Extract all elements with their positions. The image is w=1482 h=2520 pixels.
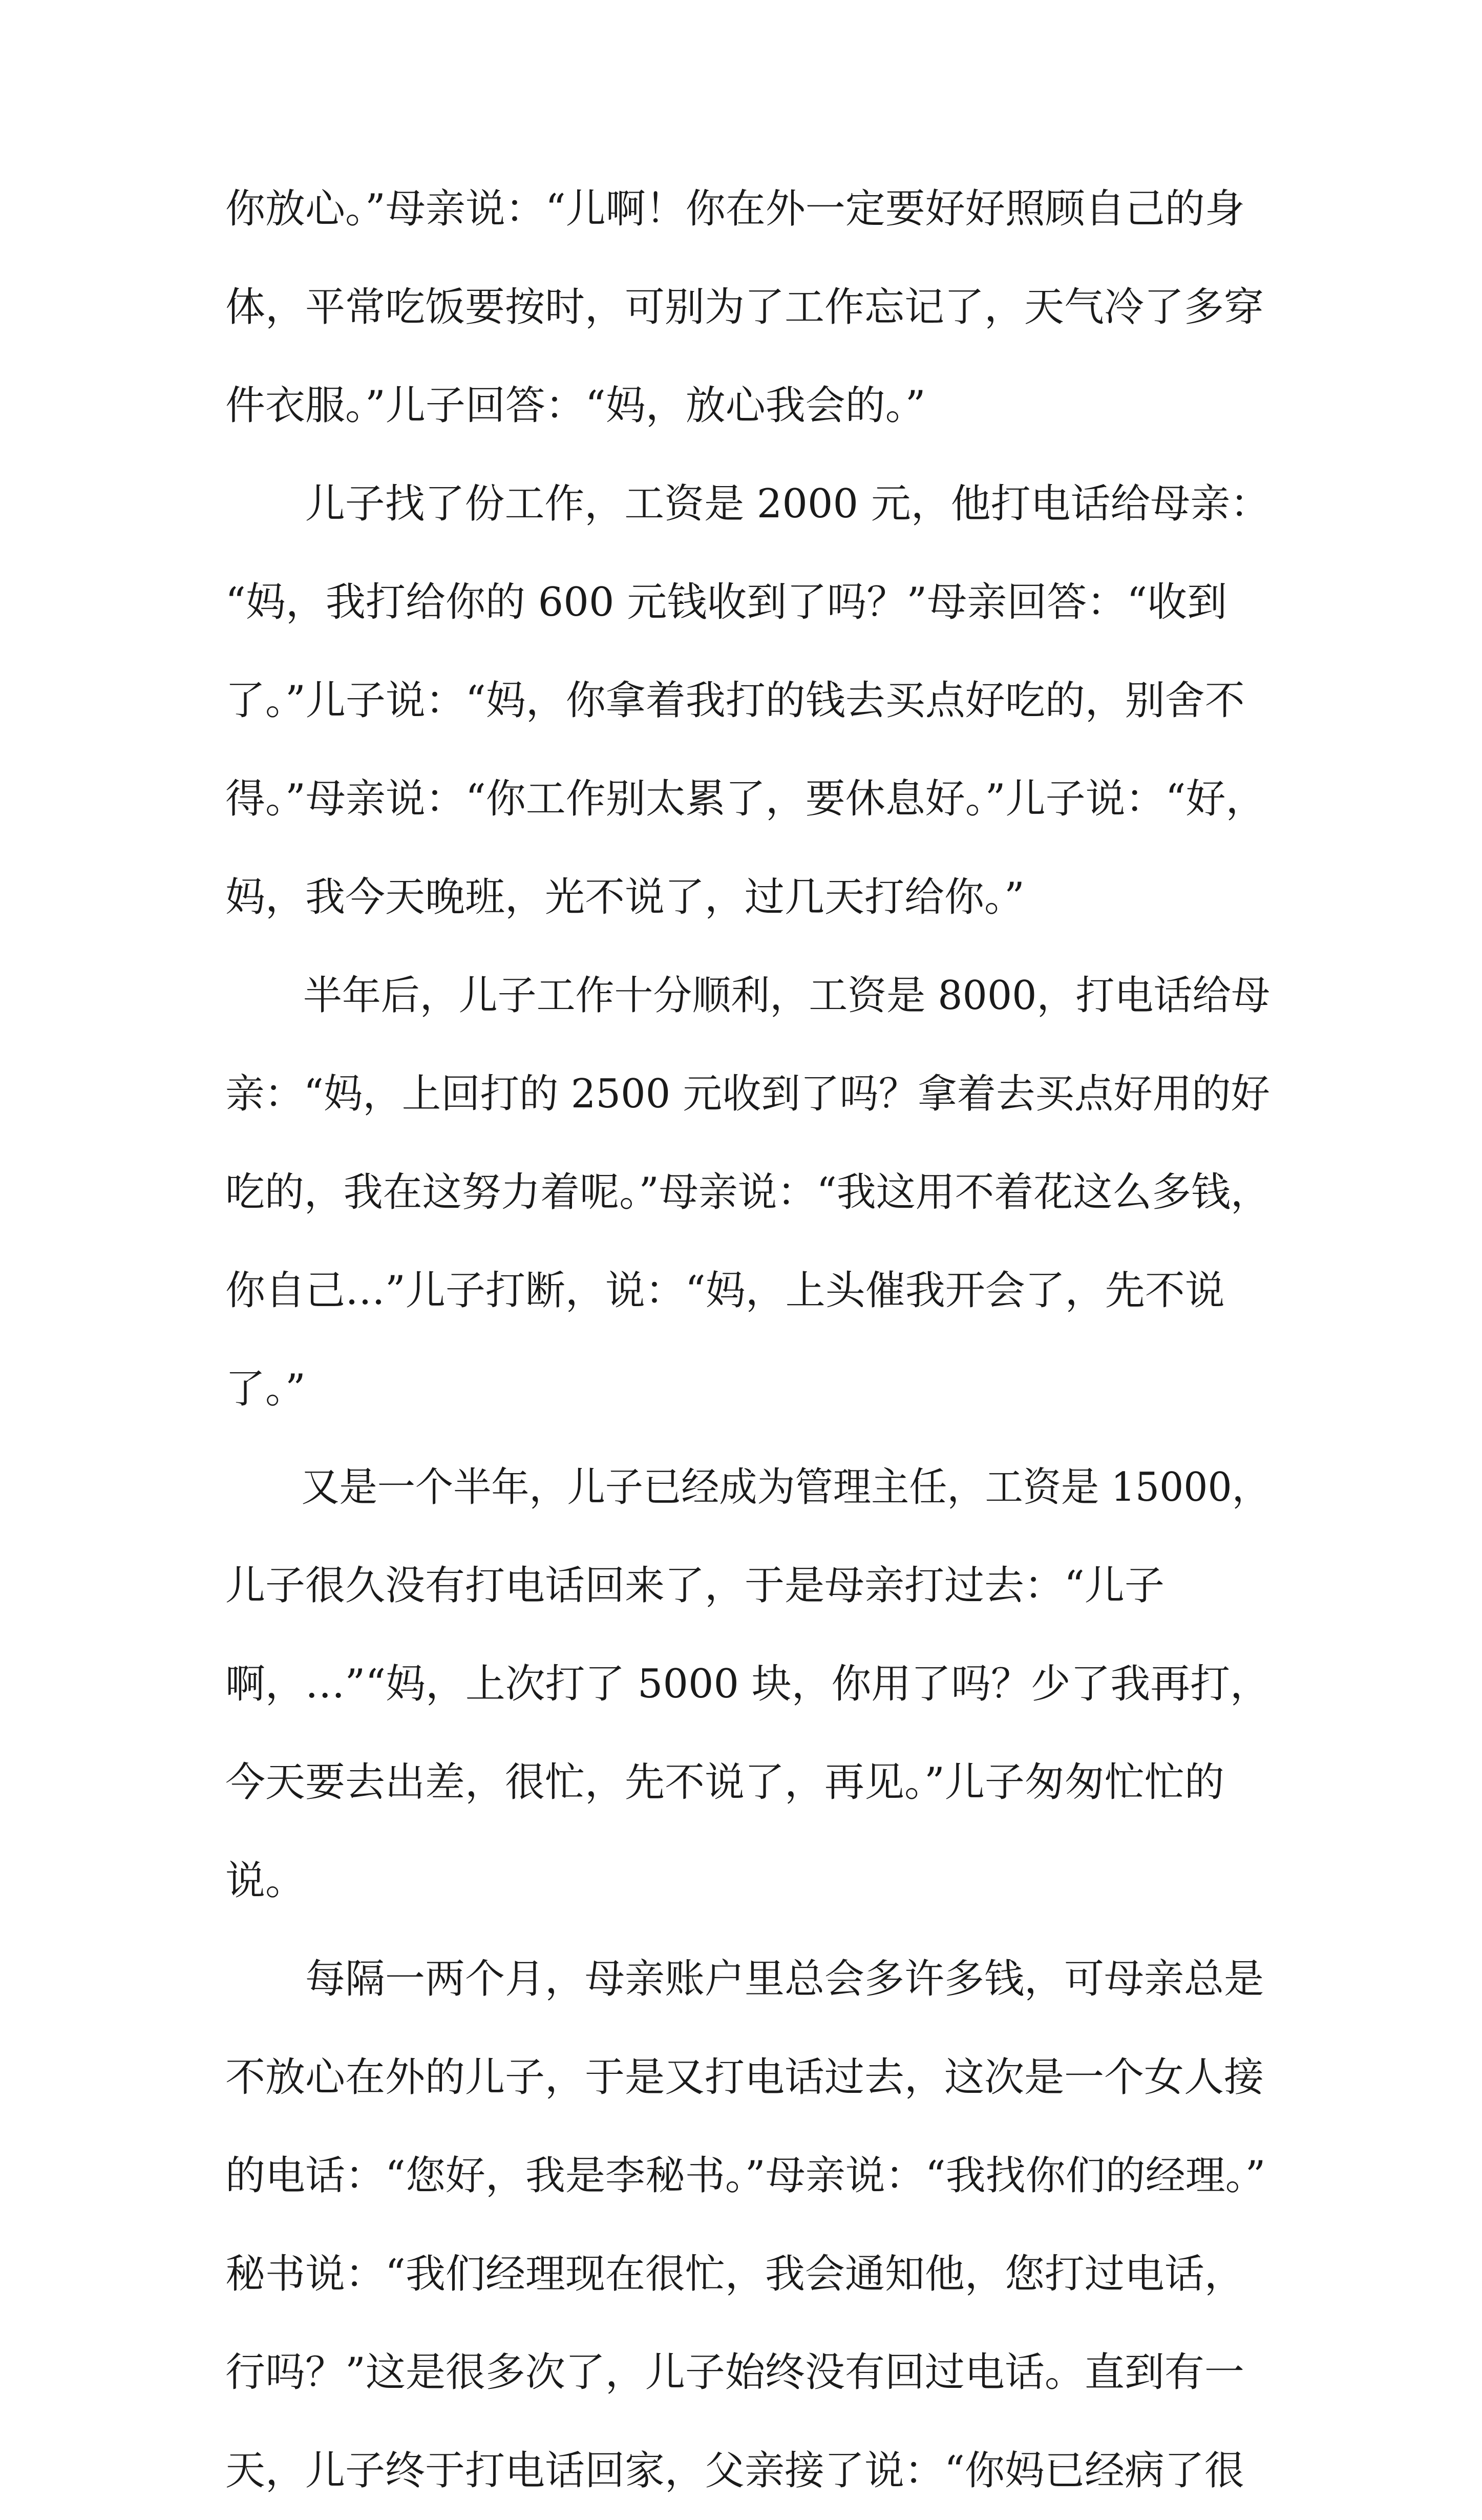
text-line: 儿子很久没有打电话回来了，于是母亲打过去：“儿子 [225, 1563, 1165, 1609]
text-line: 亲：“妈，上回打的 2500 元收到了吗？拿着去买点好用的好 [225, 1071, 1270, 1117]
text-line: 半年后，儿子工作十分顺利，工资是 8000，打电话给母 [225, 973, 1271, 1019]
text-line: 了。” [225, 1366, 306, 1412]
text-line: 行吗？”这是很多次了，儿子始终没有回过电话。直到有一 [225, 2349, 1244, 2396]
body-text [225, 160, 1270, 2520]
text-line: 又是一个半年，儿子已经成为管理主任，工资是 15000， [225, 1464, 1270, 1510]
text-line: 件衣服。”儿子回答：“妈，放心我会的。” [225, 383, 926, 429]
text-line: 每隔一两个月，母亲账户里总会多许多钱，可母亲总是 [225, 1956, 1264, 2002]
text-line: 你自己…”儿子打断，说：“妈，上头催我开会了，先不说 [225, 1268, 1225, 1314]
text-line: 秘书说：“我们经理现在很忙，我会通知他，您打过电话， [225, 2251, 1244, 2297]
text-line: 妈，我今天晚班，光不说了，过几天打给你。” [225, 874, 1025, 920]
text-line: 得。”母亲说：“你工作别太累了，要休息好。”儿子说：“好， [225, 776, 1266, 822]
text-line: 啊，…”“妈，上次打了 5000 块，你用了吗？少了我再打， [225, 1661, 1270, 1707]
text-line: 的电话：“您好，我是李秘书。”母亲说：“我找你们的经理。” [225, 2153, 1266, 2199]
text-line: 了。”儿子说：“妈，你拿着我打的钱去买点好吃的，别舍不 [225, 678, 1245, 724]
text-line: “妈，我打给你的 600 元钱收到了吗？”母亲回答：“收到 [225, 579, 1227, 625]
text-line: 今天要去出差，很忙，先不说了，再见。”儿子匆匆忙忙的 [225, 1759, 1224, 1805]
text-line: 你放心。”母亲说：“儿啊！你在外一定要好好照顾自己的身 [225, 186, 1245, 232]
text-line: 儿子找了份工作，工资是 2000 元，他打电话给母亲： [225, 481, 1271, 527]
text-line: 说。 [225, 1858, 306, 1904]
text-line: 吃的，我在这努力着呢。”母亲说：“我这用不着花这么多钱， [225, 1169, 1270, 1215]
text-line: 体，平常吃饭要按时，可别为了工作忘记了，天气冷了多穿 [225, 284, 1264, 330]
text-line: 不放心在外的儿子，于是又打电话过去，这次是一个女人接 [225, 2054, 1264, 2101]
text-line: 天，儿子终于打电话回家，父亲接了说：“你妈已经病了很 [225, 2448, 1244, 2494]
